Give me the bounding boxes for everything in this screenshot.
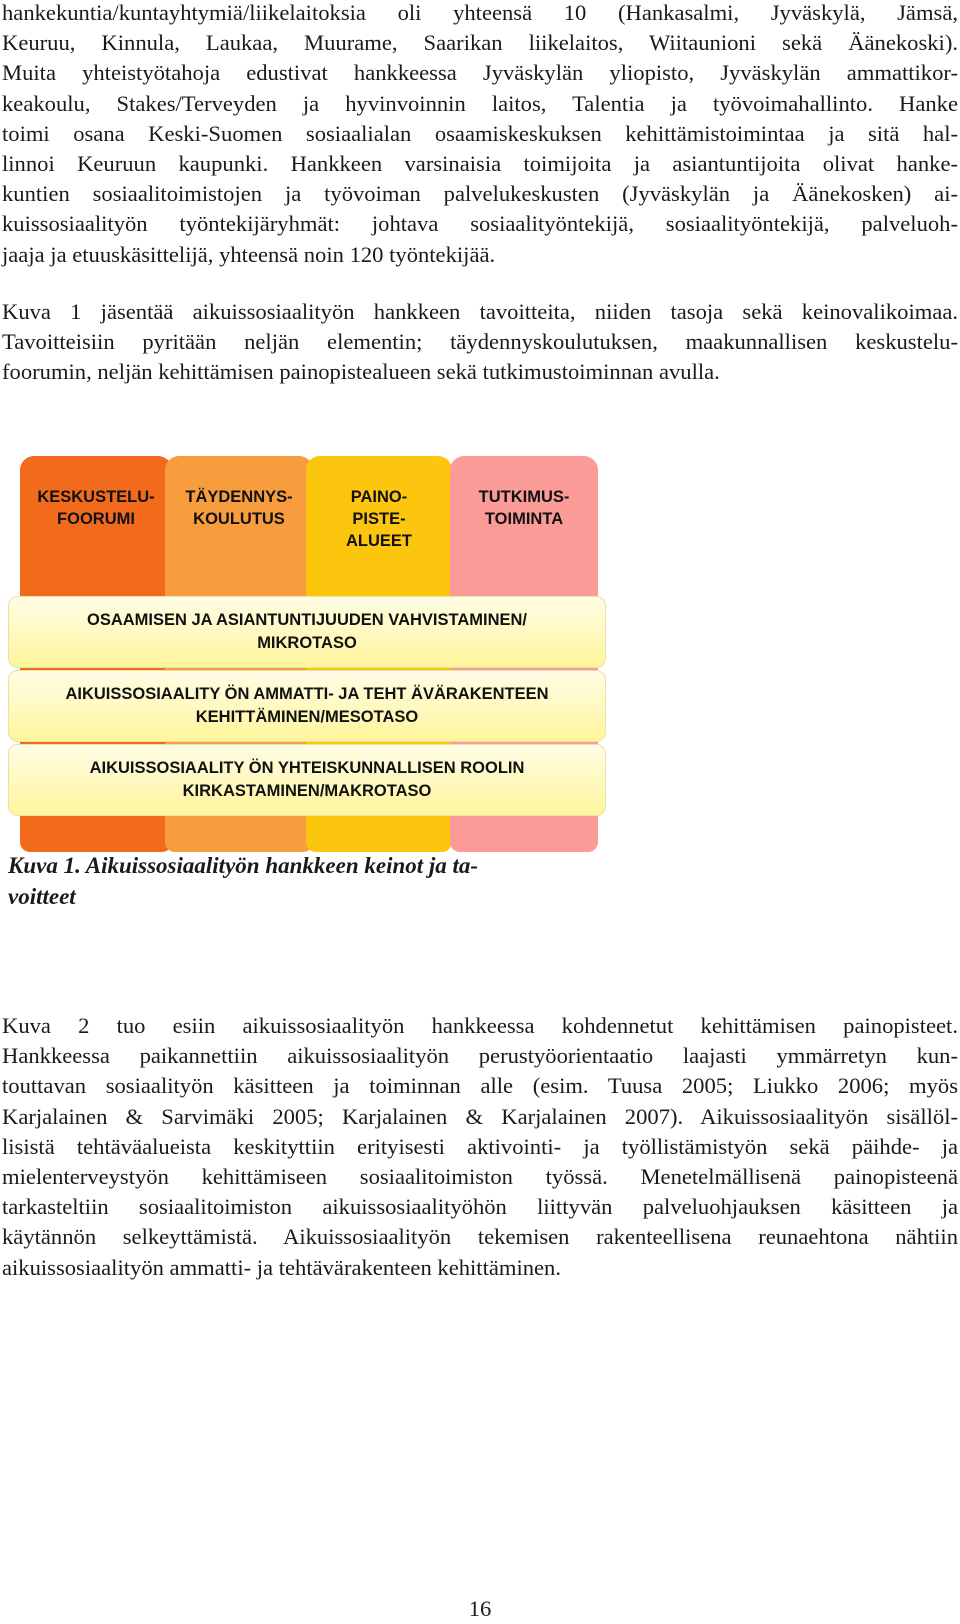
page-number: 16 bbox=[468, 1596, 492, 1621]
text-line: Kuva 1 jäsentää aikuissosiaalityön hankkeen tavoitteita, niiden tasoja sekä keinovalikoimaa. bbox=[2, 299, 958, 324]
column-label: KESKUSTELU- FOORUMI bbox=[37, 488, 155, 528]
text-line: jaaja ja etuuskäsittelijä, yhteensä noin 120 työntekijää. bbox=[2, 241, 496, 267]
text-line: tarkasteltiin sosiaalitoimiston aikuissosiaalityöhön liittyvän palveluohjauksen käsitteen ja bbox=[2, 1194, 958, 1220]
band-label: OSAAMISEN JA ASIANTUNTIJUUDEN VAHVISTAMINEN/ MIKROTASO bbox=[86, 611, 528, 652]
text-line: kuntien sosiaalitoimistojen ja työvoiman palvelukeskusten (Jyväskylän ja Äänekosken) ai- bbox=[2, 181, 958, 207]
text-line: touttavan sosiaalityön käsitteen ja toiminnan alle (esim. Tuusa 2005; Liukko 2006; myös bbox=[2, 1073, 958, 1099]
text-line: toimi osana Keski-Suomen sosiaalialan osaamiskeskuksen kehittämistoimintaa ja sitä hal- bbox=[2, 120, 958, 146]
text-line: Kuva 2 tuo esiin aikuissosiaalityön hankkeessa kohdennetut kehittämisen painopisteet. bbox=[2, 1013, 958, 1038]
text-line: foorumin, neljän kehittämisen painopistealueen sekä tutkimustoiminnan avulla. bbox=[2, 359, 720, 385]
caption-line: Kuva 1. Aikuissosiaalityön hankkeen keinot ja ta- bbox=[8, 853, 479, 878]
band-label: AIKUISSOSIAALITY ÖN YHTEISKUNNALLISEN ROOLIN KIRKASTAMINEN/MAKROTASO bbox=[89, 759, 525, 800]
text-line: Muita yhteistyötahoja edustivat hankkeessa Jyväskylän yliopisto, Jyväskylän ammattikor- bbox=[2, 60, 958, 86]
closing-paragraph bbox=[2, 1011, 958, 1283]
intro-paragraph bbox=[2, 0, 958, 270]
text-line: lisistä tehtäväalueista keskityttiin erityisesti aktivointi- ja työllistämistyön sekä päihde- ja bbox=[2, 1133, 958, 1159]
band-mikrotaso bbox=[8, 596, 606, 668]
figure-intro-paragraph bbox=[2, 297, 958, 388]
text-line: Karjalainen & Sarvimäki 2005; Karjalainen & Karjalainen 2007). Aikuissosiaalityön sisällöl- bbox=[2, 1103, 958, 1129]
column-label: TUTKIMUS- TOIMINTA bbox=[478, 488, 570, 528]
text-line: Tavoitteisiin pyritään neljän elementin; täydennyskoulutuksen, maakunnallisen keskustelu- bbox=[2, 329, 958, 355]
band-mesotaso bbox=[8, 670, 606, 742]
text-line: mielenterveystyön kehittämiseen sosiaalitoimiston työssä. Menetelmällisenä painopisteenä bbox=[2, 1164, 958, 1190]
text-line: kuissosiaalityön työntekijäryhmät: johtava sosiaalityöntekijä, sosiaalityöntekijä, palveluoh- bbox=[2, 211, 958, 237]
goals-diagram bbox=[8, 456, 606, 852]
text-line: Keuruu, Kinnula, Laukaa, Muurame, Saarikan liikelaitos, Wiitaunioni sekä Äänekoski). bbox=[2, 30, 958, 56]
column-label: TÄYDENNYS- KOULUTUS bbox=[185, 488, 293, 528]
text-line: hankekuntia/kuntayhtymiä/liikelaitoksia oli yhteensä 10 (Hankasalmi, Jyväskylä, Jämsä, bbox=[2, 0, 958, 25]
band-makrotaso bbox=[8, 744, 606, 816]
column-label: PAINO- PISTE- ALUEET bbox=[346, 488, 412, 550]
text-line: keakoulu, Stakes/Terveyden ja hyvinvoinnin laitos, Talentia ja työvoimahallinto. Hanke bbox=[2, 90, 958, 116]
text-line: linnoi Keuruun kaupunki. Hankkeen varsinaisia toimijoita ja asiantuntijoita olivat hanke- bbox=[2, 151, 958, 177]
text-line: käytännön selkeyttämistä. Aikuissosiaalityön tekemisen rakenteellisena reunaehtona nähtiin bbox=[2, 1224, 958, 1250]
band-label: AIKUISSOSIAALITY ÖN AMMATTI- JA TEHT ÄVÄRAKENTEEN KEHITTÄMINEN/MESOTASO bbox=[65, 685, 549, 726]
caption-line: voitteet bbox=[8, 884, 76, 909]
text-line: Hankkeessa paikannettiin aikuissosiaalityön perustyöorientaatio laajasti ymmärretyn kun- bbox=[2, 1043, 958, 1069]
figure-caption bbox=[8, 850, 588, 912]
text-line: aikuissosiaalityön ammatti- ja tehtävärakenteen kehittäminen. bbox=[2, 1254, 562, 1280]
